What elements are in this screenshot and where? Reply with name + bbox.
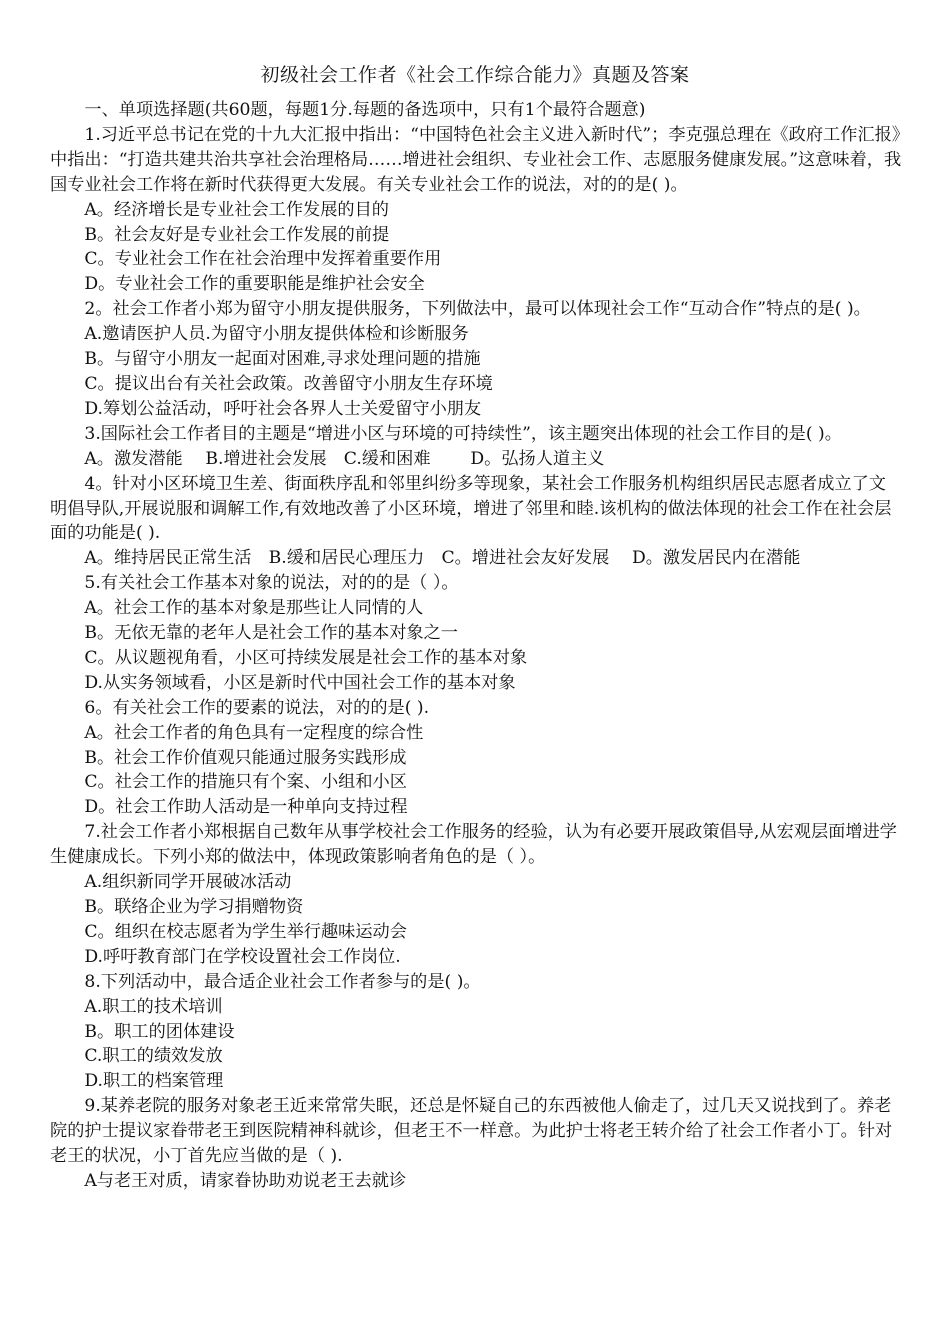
question-stem: 3.国际社会工作者目的主题是“增进小区与环境的可持续性”，该主题突出体现的社会工作目的是( )。 (84, 423, 842, 444)
option-a: A.邀请医护人员.为留守小朋友提供体检和诊断服务 (84, 324, 469, 345)
option-a: A。社会工作者的角色具有一定程度的综合性 (84, 722, 424, 743)
option-b: B。社会友好是专业社会工作发展的前提 (84, 224, 390, 245)
option-b: B。无依无靠的老年人是社会工作的基本对象之一 (84, 623, 458, 644)
question-stem: 4。针对小区环境卫生差、街面秩序乱和邻里纠纷多等现象，某社会工作服务机构组织居民志愿者成立了文明倡导队,开展说服和调解工作,有效地改善了小区环境，增进了邻里和睦.该机构的做法体现的社会工作在社会层面的功能是( ). (50, 473, 892, 544)
option-d: D。专业社会工作的重要职能是维护社会安全 (84, 274, 425, 295)
question-stem: 8.下列活动中，最合适企业社会工作者参与的是( )。 (84, 971, 481, 992)
question-9 (50, 1094, 902, 1194)
document-title: 初级社会工作者《社会工作综合能力》真题及答案 (260, 64, 690, 86)
option-a: A.组织新同学开展破冰活动 (84, 872, 292, 893)
option-a: A.职工的技术培训 (84, 996, 223, 1017)
options-line: A。激发潜能 B.增进社会发展 C.缓和困难 D。弘扬人道主义 (84, 448, 605, 469)
option-c: C。组织在校志愿者为学生举行趣味运动会 (84, 921, 407, 942)
option-c: C。提议出台有关社会政策。改善留守小朋友生存环境 (84, 373, 493, 394)
option-d: D。社会工作助人活动是一种单向支持过程 (84, 797, 408, 818)
question-stem: 7.社会工作者小郑根据自己数年从事学校社会工作服务的经验，认为有必要开展政策倡导,从宏观层面增进学生健康成长。下列小郑的做法中，体现政策影响者角色的是（ ）。 (50, 822, 897, 868)
section-heading: 一、单项选择题(共60题，每题1分.每题的备选项中，只有1个最符合题意) (84, 100, 646, 120)
question-3 (50, 422, 902, 472)
options-line: A。维持居民正常生活 B.缓和居民心理压力 C。增进社会友好发展 D。激发居民内在潜能 (84, 548, 801, 569)
question-8 (50, 970, 902, 1095)
option-c: C。从议题视角看，小区可持续发展是社会工作的基本对象 (84, 647, 528, 668)
question-4 (50, 472, 902, 572)
option-b: B。职工的团体建设 (84, 1021, 235, 1042)
option-d: D.筹划公益活动，呼吁社会各界人士关爱留守小朋友 (84, 398, 482, 419)
option-d: D.从实务领域看，小区是新时代中国社会工作的基本对象 (84, 672, 516, 693)
option-a: A。社会工作的基本对象是那些让人同情的人 (84, 598, 424, 619)
option-d: D.职工的档案管理 (84, 1071, 224, 1092)
option-c: C.职工的绩效发放 (84, 1046, 223, 1067)
document-body (50, 98, 902, 1194)
option-d: D.呼吁教育部门在学校设置社会工作岗位. (84, 946, 401, 967)
question-1 (50, 123, 902, 297)
option-b: B。社会工作价值观只能通过服务实践形成 (84, 747, 407, 768)
question-stem: 2。社会工作者小郑为留守小朋友提供服务，下列做法中，最可以体现社会工作“互动合作”特点的是( )。 (84, 299, 871, 320)
question-6 (50, 696, 902, 821)
option-a: A。经济增长是专业社会工作发展的目的 (84, 199, 389, 220)
question-stem: 9.某养老院的服务对象老王近来常常失眠，还总是怀疑自己的东西被他人偷走了，过几天又说找到了。养老院的护士提议家眷带老王到医院精神科就诊，但老王不一样意。为此护士将老王转介给了社会工作者小丁。针对老王的状况，小丁首先应当做的是（ ). (50, 1096, 893, 1167)
option-b: B。与留守小朋友一起面对困难,寻求处理问题的措施 (84, 349, 481, 370)
option-c: C。社会工作的措施只有个案、小组和小区 (84, 772, 407, 793)
question-stem: 1.习近平总书记在党的十九大汇报中指出：“中国特色社会主义进入新时代”；李克强总理在《政府工作汇报》中指出：“打造共建共治共享社会治理格局……增进社会组织、专业社会工作、志愿服务健康发展。”这意味着，我国专业社会工作将在新时代获得更大发展。有关专业社会工作的说法，对的的是( )。 (50, 124, 902, 195)
question-2 (50, 297, 902, 422)
question-5 (50, 571, 902, 696)
option-c: C。专业社会工作在社会治理中发挥着重要作用 (84, 249, 442, 270)
question-stem: 5.有关社会工作基本对象的说法，对的的是（ ）。 (84, 573, 459, 594)
question-7 (50, 820, 902, 969)
question-stem: 6。有关社会工作的要素的说法，对的的是( ). (84, 697, 430, 718)
option-b: B。联络企业为学习捐赠物资 (84, 897, 304, 917)
option-a: A与老王对质，请家眷协助劝说老王去就诊 (84, 1170, 407, 1191)
